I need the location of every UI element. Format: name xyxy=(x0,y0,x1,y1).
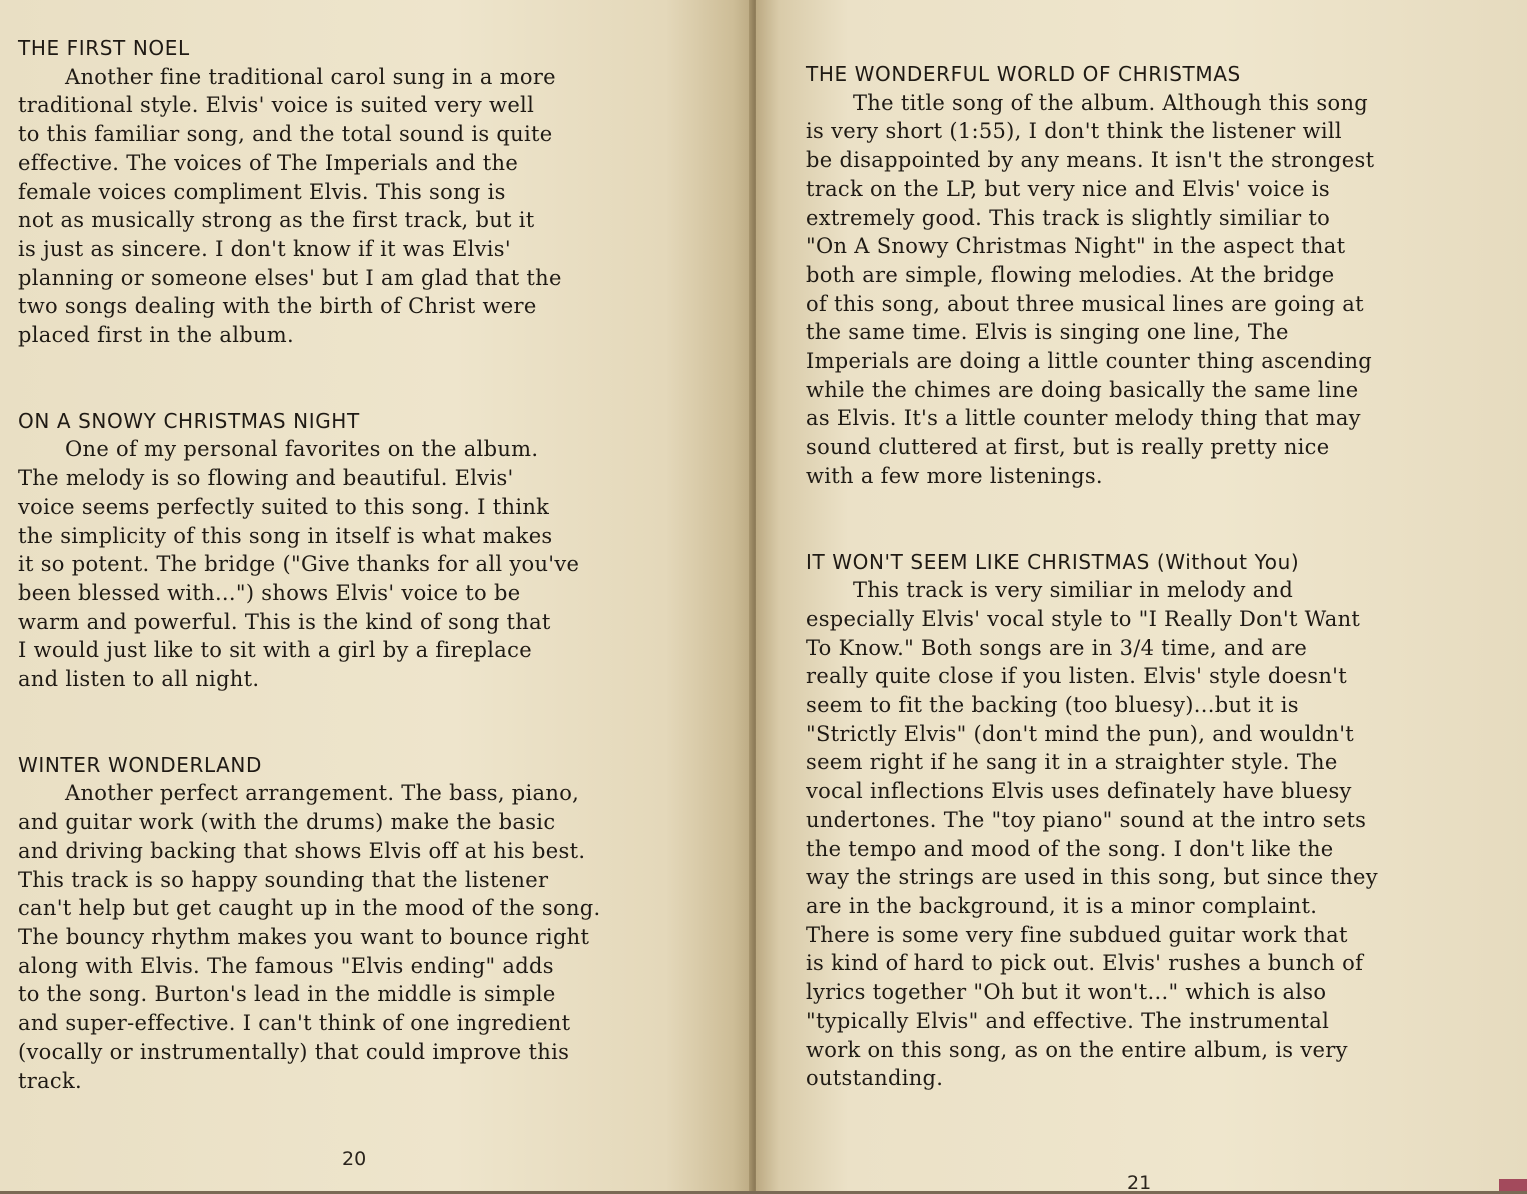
text-line: The melody is so flowing and beautiful. Elvis' xyxy=(18,466,514,491)
text-line: effective. The voices of The Imperials and the xyxy=(18,150,519,175)
text-line: while the chimes are doing basically the same line xyxy=(806,377,1359,402)
text-line: seem to fit the backing (too bluesy)...but it is xyxy=(806,693,1299,718)
section-the-first-noel xyxy=(18,34,698,350)
section-it-wont-seem-like-christmas xyxy=(806,548,1496,1093)
text-line: as Elvis. It's a little counter melody thing that may xyxy=(806,406,1361,431)
text-line: not as musically strong as the first track, but it xyxy=(18,208,535,233)
section-on-a-snowy-christmas-night xyxy=(18,407,698,694)
text-line: be disappointed by any means. It isn't the strongest xyxy=(806,148,1375,173)
section-gap xyxy=(18,350,698,407)
text-line: planning or someone elses' but I am glad that the xyxy=(18,265,562,290)
text-line: This track is very similiar in melody and xyxy=(853,578,1294,603)
text-line: and driving backing that shows Elvis off at his best. xyxy=(18,838,586,863)
section-heading: THE FIRST NOEL xyxy=(18,36,190,60)
text-line: outstanding. xyxy=(806,1066,944,1091)
section-winter-wonderland xyxy=(18,751,698,1095)
text-line: and listen to all night. xyxy=(18,667,260,692)
text-line: female voices compliment Elvis. This song is xyxy=(18,179,506,204)
text-line: This track is so happy sounding that the listener xyxy=(18,867,549,892)
text-line: warm and powerful. This is the kind of song that xyxy=(18,609,551,634)
text-line: seem right if he sang it in a straighter style. The xyxy=(806,750,1338,775)
text-line: One of my personal favorites on the album. xyxy=(65,437,539,462)
text-line: is kind of hard to pick out. Elvis' rushes a bunch of xyxy=(806,951,1364,976)
left-page xyxy=(0,0,756,1191)
text-line: to this familiar song, and the total sound is quite xyxy=(18,122,553,147)
text-line: "typically Elvis" and effective. The instrumental xyxy=(806,1008,1330,1033)
text-line: track. xyxy=(18,1068,82,1093)
text-line: the simplicity of this song in itself is what makes xyxy=(18,523,553,548)
text-line: sound cluttered at first, but is really pretty nice xyxy=(806,435,1330,460)
text-line: (vocally or instrumentally) that could improve this xyxy=(18,1039,570,1064)
text-line: placed first in the album. xyxy=(18,323,294,348)
text-line: can't help but get caught up in the mood of the song. xyxy=(18,896,601,921)
text-line: The title song of the album. Although this song xyxy=(853,90,1369,115)
left-page-text xyxy=(18,34,698,1095)
text-line: voice seems perfectly suited to this song. I think xyxy=(18,494,550,519)
text-line: the same time. Elvis is singing one line, The xyxy=(806,320,1289,345)
text-line: work on this song, as on the entire album, is very xyxy=(806,1037,1348,1062)
text-line: and super-effective. I can't think of one ingredient xyxy=(18,1011,571,1036)
text-line: extremely good. This track is slightly similiar to xyxy=(806,205,1331,230)
text-line: been blessed with...") shows Elvis' voice to be xyxy=(18,580,521,605)
right-page-text xyxy=(806,60,1496,1093)
text-line: both are simple, flowing melodies. At the bridge xyxy=(806,262,1335,287)
page-number: 21 xyxy=(1127,1172,1152,1194)
text-line: it so potent. The bridge ("Give thanks for all you've xyxy=(18,552,580,577)
section-heading: ON A SNOWY CHRISTMAS NIGHT xyxy=(18,408,360,433)
text-line: really quite close if you listen. Elvis' style doesn't xyxy=(806,664,1347,689)
section-the-wonderful-world-of-christmas xyxy=(806,60,1496,491)
text-line: I would just like to sit with a girl by a fireplace xyxy=(18,638,532,663)
text-line: is just as sincere. I don't know if it was Elvis' xyxy=(18,236,511,261)
text-line: especially Elvis' vocal style to "I Really Don't Want xyxy=(806,606,1361,631)
text-line: Another perfect arrangement. The bass, piano, xyxy=(65,781,580,806)
text-line: of this song, about three musical lines are going at xyxy=(806,291,1364,316)
section-gap xyxy=(18,694,698,751)
text-line: two songs dealing with the birth of Christ were xyxy=(18,294,537,319)
section-heading: IT WON'T SEEM LIKE CHRISTMAS (Without You) xyxy=(806,549,1300,574)
text-line: lyrics together "Oh but it won't..." which is also xyxy=(806,980,1327,1005)
text-line: Another fine traditional carol sung in a more xyxy=(65,64,556,89)
text-line: to the song. Burton's lead in the middle is simple xyxy=(18,982,556,1007)
text-line: The bouncy rhythm makes you want to bounce right xyxy=(18,924,590,949)
text-line: "On A Snowy Christmas Night" in the aspect that xyxy=(806,234,1346,259)
section-heading: WINTER WONDERLAND xyxy=(18,752,262,777)
text-line: Imperials are doing a little counter thing ascending xyxy=(806,349,1373,374)
text-line: along with Elvis. The famous "Elvis ending" adds xyxy=(18,953,554,978)
text-line: To Know." Both songs are in 3/4 time, and are xyxy=(806,635,1308,660)
text-line: undertones. The "toy piano" sound at the intro sets xyxy=(806,807,1367,832)
text-line: with a few more listenings. xyxy=(806,463,1103,488)
text-line: "Strictly Elvis" (don't mind the pun), and wouldn't xyxy=(806,721,1355,746)
section-heading: THE WONDERFUL WORLD OF CHRISTMAS xyxy=(806,62,1241,86)
text-line: traditional style. Elvis' voice is suited very well xyxy=(18,93,535,118)
text-line: track on the LP, but very nice and Elvis' voice is xyxy=(806,176,1330,201)
text-line: vocal inflections Elvis uses definately have bluesy xyxy=(806,779,1352,804)
text-line: There is some very fine subdued guitar work that xyxy=(806,922,1348,947)
page-number: 20 xyxy=(342,1148,367,1170)
text-line: and guitar work (with the drums) make the basic xyxy=(18,810,556,835)
text-line: the tempo and mood of the song. I don't like the xyxy=(806,836,1334,861)
text-line: way the strings are used in this song, but since they xyxy=(806,865,1378,890)
text-line: are in the background, it is a minor complaint. xyxy=(806,893,1318,918)
cover-edge xyxy=(1499,1179,1527,1191)
text-line: is very short (1:55), I don't think the listener will xyxy=(806,119,1342,144)
section-gap xyxy=(806,491,1496,548)
